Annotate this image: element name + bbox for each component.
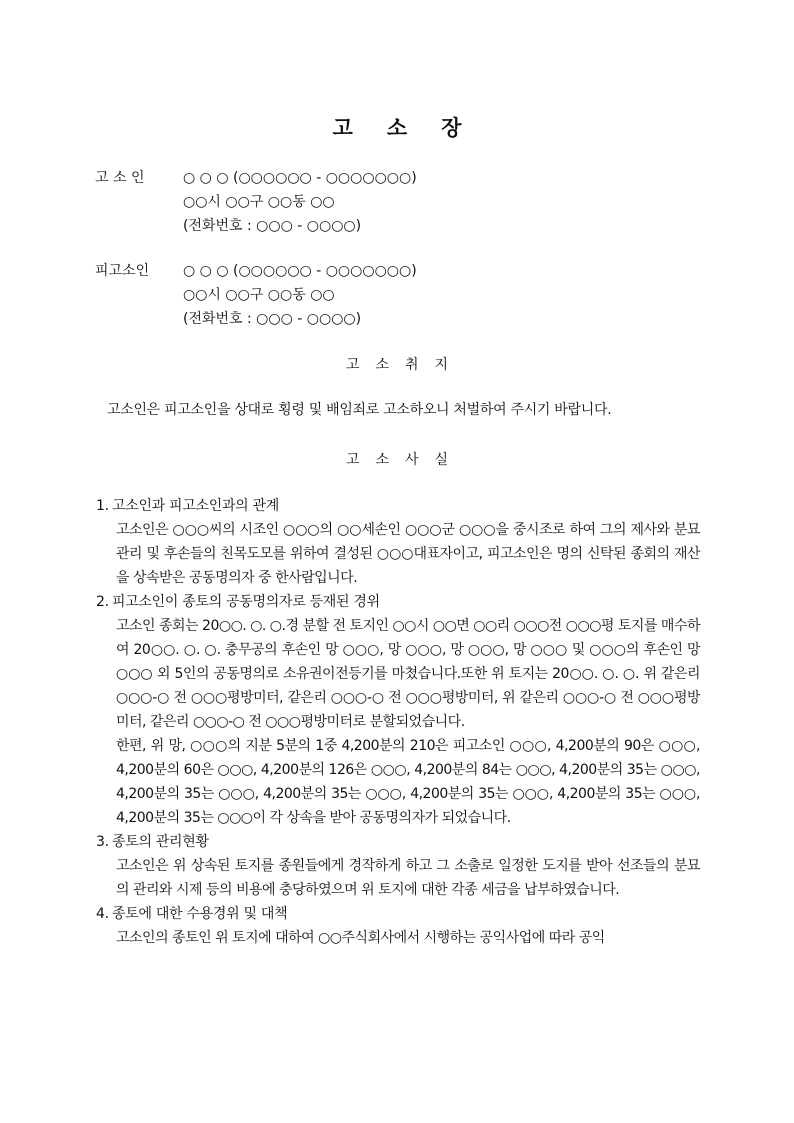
section-title: 종토의 관리현황 (112, 834, 209, 850)
defendant-phone-line: (전화번호 : ○○○ - ○○○○) (183, 311, 362, 327)
title-char: 장 (441, 116, 462, 140)
section-title: 피고소인이 종토의 공동명의자로 등재된 경위 (112, 594, 380, 610)
heading-char: 고 (345, 357, 360, 373)
heading-char: 소 (375, 452, 389, 468)
heading-char: 사 (405, 452, 419, 468)
section-title: 종토에 대한 수용경위 및 대책 (112, 906, 288, 922)
heading-char: 고 (345, 452, 360, 468)
complainant-label: 고 소 인 (95, 170, 145, 186)
facts-heading (0, 449, 794, 469)
section-title: 고소인과 피고소인과의 관계 (112, 498, 279, 514)
complainant-phone-line: (전화번호 : ○○○ - ○○○○) (183, 218, 362, 234)
section-paragraph: 고소인은 ○○○씨의 시조인 ○○○의 ○○세손인 ○○○군 ○○○을 중시조로 하여 그의 제사와 분묘관리 및 후손들의 친목도모를 위하여 결성된 ○○○대표자이고, 피고소인은 명의 신탁된 종회의 재산을 상속받은 공동명의자 중 한사람입니다. (116, 522, 700, 586)
purpose-heading (0, 354, 794, 374)
section-number: 4. (96, 906, 109, 922)
heading-char: 소 (375, 357, 389, 373)
defendant-address-line: ○○시 ○○구 ○○동 ○○ (183, 287, 335, 303)
section-number: 2. (96, 594, 109, 610)
section-3 (96, 830, 700, 902)
complainant-address-line: ○○시 ○○구 ○○동 ○○ (183, 194, 335, 210)
document-title (0, 112, 794, 142)
section-paragraph: 고소인의 종토인 위 토지에 대하여 ○○주식회사에서 시행하는 공익사업에 따라 공익 (116, 930, 605, 946)
section-paragraph: 고소인은 위 상속된 토지를 종원들에게 경작하게 하고 그 소출로 일정한 도지를 받아 선조들의 분묘의 관리와 시제 등의 비용에 충당하였으며 위 토지에 대한 각종 세금을 납부하였습니다. (116, 858, 700, 898)
heading-char: 지 (434, 357, 449, 373)
section-4 (96, 902, 700, 950)
section-1 (96, 494, 700, 590)
heading-char: 취 (405, 357, 419, 373)
section-paragraph: 한편, 위 망, ○○○의 지분 5분의 1중 4,200분의 210은 피고소인 ○○○, 4,200분의 90은 ○○○, 4,200분의 60은 ○○○, 4,200분의 126은 ○○○, 4,200분의 84는 ○○○, 4,200분의 35는 ○○○, 4,200분의 35는 ○○○, 4,200분의 35는 ○○○, 4,200분의 35는 ○○○, 4,200분의 35는 ○○○, 4,200분의 35는 ○○○이 각 상속을 받아 공동명의자가 되었습니다. (116, 738, 700, 826)
title-char: 소 (386, 116, 408, 140)
section-number: 1. (96, 498, 109, 514)
section-paragraph: 고소인 종회는 20○○. ○. ○.경 분할 전 토지인 ○○시 ○○면 ○○리 ○○○전 ○○○평 토지를 매수하여 20○○. ○. ○. 충무공의 후손인 망 ○○○, 망 ○○○, 망 ○○○, 망 ○○○ 및 ○○○의 후손인 망 ○○○ 외 5인의 공동명의로 소유권이전등기를 마쳤습니다.또한 위 토지는 20○○. ○. ○. 위 같은리 ○○○-○ 전 ○○○평방미터, 같은리 ○○○-○ 전 ○○○평방미터, 위 같은리 ○○○-○ 전 ○○○평방미터, 같은리 ○○○-○ 전 ○○○평방미터로 분할되었습니다. (116, 618, 700, 730)
defendant-label: 피고소인 (95, 263, 150, 279)
complainant-name-line: ○ ○ ○ (○○○○○○ - ○○○○○○○) (183, 170, 417, 186)
defendant-name-line: ○ ○ ○ (○○○○○○ - ○○○○○○○) (183, 263, 417, 279)
heading-char: 실 (434, 452, 449, 468)
section-2 (96, 590, 700, 830)
section-number: 3. (96, 834, 109, 850)
purpose-text: 고소인은 피고소인을 상대로 횡령 및 배임죄로 고소하오니 처벌하여 주시기 바랍니다. (107, 402, 612, 418)
facts-body (96, 494, 700, 950)
title-char: 고 (332, 116, 353, 140)
